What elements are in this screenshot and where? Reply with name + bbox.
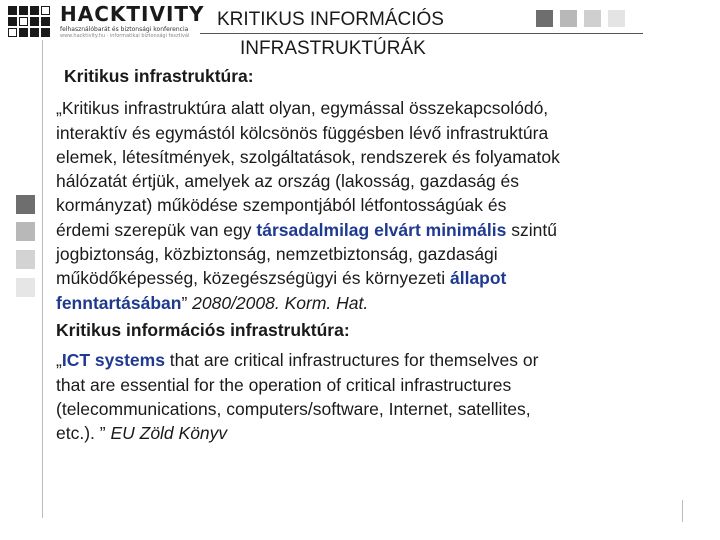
text-span: ” <box>181 292 188 313</box>
definition-line <box>56 266 696 290</box>
logo-grid-icon <box>8 6 52 38</box>
left-divider <box>42 40 43 518</box>
definition-line: kormányzat) működése szempontjából létfontosságúak és <box>56 195 507 216</box>
definition-line <box>56 421 696 445</box>
logo-wordmark: HACKTIVITY <box>60 2 205 26</box>
text-span: etc.). ” <box>56 423 111 444</box>
hacktivity-logo <box>8 4 208 40</box>
definition-line: elemek, létesítmények, szolgáltatások, rendszerek és folyamatok <box>56 146 560 167</box>
square-icon <box>560 10 577 27</box>
slide-title-line1: KRITIKUS INFORMÁCIÓS <box>217 9 444 30</box>
square-icon <box>16 195 35 214</box>
definition-line: hálózatát értjük, amelyek az ország (lakosság, gazdaság és <box>56 171 520 192</box>
text-span: érdemi szerepük van egy <box>56 219 257 240</box>
definition-line <box>56 291 696 315</box>
slide-title-line2: INFRASTRUKTÚRÁK <box>240 38 426 59</box>
square-icon <box>584 10 601 27</box>
highlighted-term: ICT systems <box>61 350 165 371</box>
citation: EU Zöld Könyv <box>110 423 228 444</box>
definition-line <box>56 218 696 242</box>
highlighted-term: fenntartásában <box>56 292 182 313</box>
definition-line: that are essential for the operation of critical infrastructures <box>56 374 512 395</box>
text-span: that are critical infrastructures for themselves or <box>164 350 539 371</box>
square-icon <box>536 10 553 27</box>
definition-line: „Kritikus infrastruktúra alatt olyan, egymással összekapcsolódó, <box>56 98 549 119</box>
section-heading-critical-information-infrastructure: Kritikus információs infrastruktúra: <box>56 319 350 340</box>
definition-line <box>56 348 696 372</box>
definition-line: jogbiztonság, közbiztonság, nemzetbiztonság, gazdasági <box>56 244 498 265</box>
square-icon <box>16 278 35 297</box>
logo-tagline: felhasználóbarát és biztonsági konferencia <box>60 26 189 33</box>
text-span: „ <box>56 350 62 371</box>
highlighted-term: társadalmilag elvárt minimális <box>256 219 507 240</box>
title-divider <box>200 33 643 34</box>
highlighted-term: állapot <box>449 268 507 289</box>
definition-line: interaktív és egymástól kölcsönös függésben lévő infrastruktúra <box>56 122 549 143</box>
text-span: működőképesség, közegészségügyi és környezeti <box>56 268 450 289</box>
square-icon <box>16 250 35 269</box>
square-icon <box>16 222 35 241</box>
square-icon <box>608 10 625 27</box>
logo-subline: www.hacktivity.hu · informatikai biztonsági fesztivál <box>60 33 190 39</box>
slide-body <box>56 64 696 445</box>
section-heading-critical-infrastructure: Kritikus infrastruktúra: <box>64 66 254 86</box>
definition-line: (telecommunications, computers/software, Internet, satellites, <box>56 398 531 419</box>
citation: 2080/2008. Korm. Hat. <box>187 292 369 313</box>
right-divider <box>682 500 683 522</box>
text-span: szintű <box>506 219 557 240</box>
